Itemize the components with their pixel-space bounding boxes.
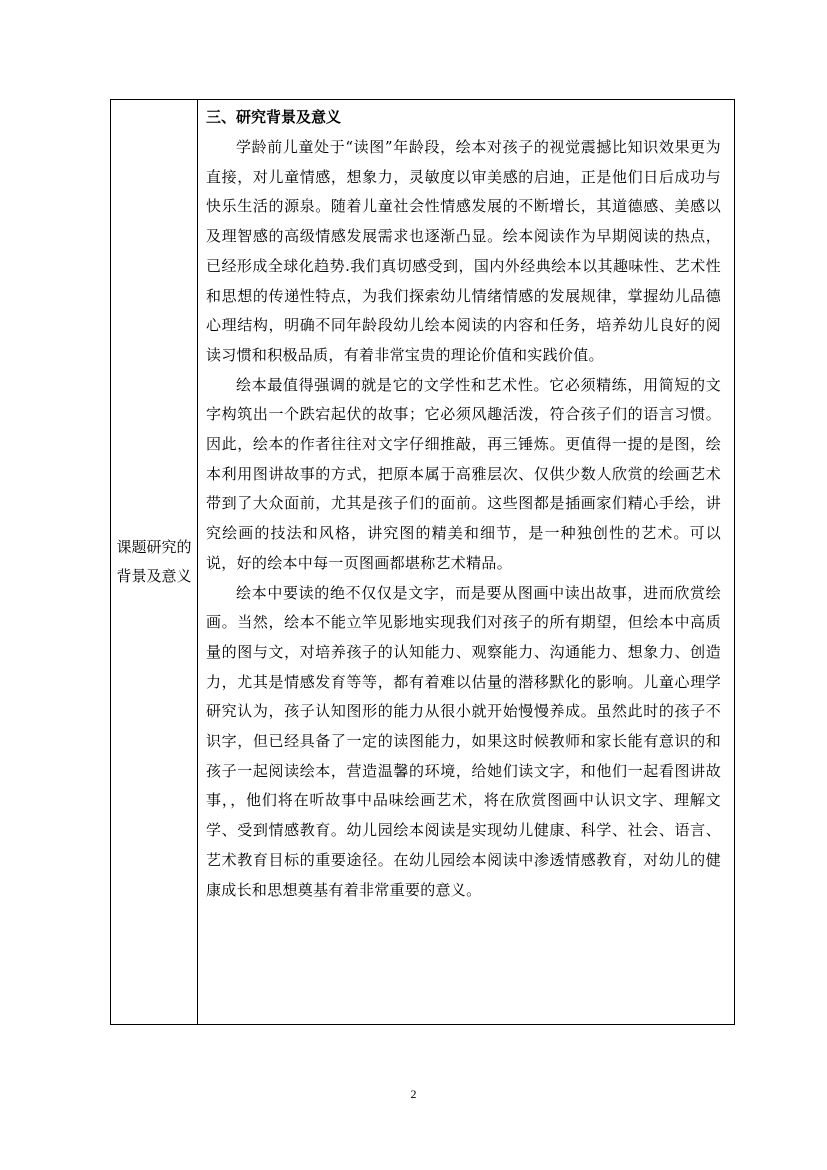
section-heading: 三、研究背景及意义 (206, 108, 342, 126)
page-number: 2 (410, 1087, 417, 1101)
row-label: 课题研究的背景及意义 (116, 538, 192, 585)
paragraph: 绘本最值得强调的就是它的文学性和艺术性。它必须精练，用简短的文字构筑出一个跌宕起伏的故事；它必须风趣活泼，符合孩子们的语言习惯。因此，绘本的作者往往对文字仔细推敲，再三锤炼。更值得一提的是图，绘本利用图讲故事的方式，把原本属于高雅层次、仅供少数人欣赏的绘画艺术带到了大众面前，尤其是孩子们的面前。这些图都是插画家们精心手绘，讲究绘画的技法和风格，讲究图的精美和细节，是一种独创性的艺术。可以说，好的绘本中每一页图画都堪称艺术精品。 (206, 375, 721, 572)
row-label-cell (111, 100, 198, 1024)
paragraph: 绘本中要读的绝不仅仅是文字，而是要从图画中读出故事，进而欣赏绘画。当然，绘本不能立竿见影地实现我们对孩子的所有期望，但绘本中高质量的图与文，对培养孩子的认知能力、观察能力、沟通能力、想象力、创造力，尤其是情感发育等等，都有着难以估量的潜移默化的影响。儿童心理学研究认为，孩子认知图形的能力从很小就开始慢慢养成。虽然此时的孩子不识字，但已经具备了一定的读图能力，如果这时候教师和家长能有意识的和孩子一起阅读绘本，营造温馨的环境，给她们读文字，和他们一起看图讲故事，，他们将在听故事中品味绘画艺术，将在欣赏图画中认识文字、理解文学、受到情感教育。幼儿园绘本阅读是实现幼儿健康、科学、社会、语言、艺术教育目标的重要途径。在幼儿园绘本阅读中渗透情感教育，对幼儿的健康成长和思想奠基有着非常重要的意义。 (206, 583, 721, 899)
paragraph: 学龄前儿童处于“读图”年龄段，绘本对孩子的视觉震撼比知识效果更为直接，对儿童情感，想象力，灵敏度以审美感的启迪，正是他们日后成功与快乐生活的源泉。随着儿童社会性情感发展的不断增长，其道德感、美感以及理智感的高级情感发展需求也逐渐凸显。绘本阅读作为早期阅读的热点，已经形成全球化趋势.我们真切感受到，国内外经典绘本以其趣味性、艺术性和思想的传递性特点，为我们探索幼儿情绪情感的发展规律，掌握幼儿品德心理结构，明确不同年龄段幼儿绘本阅读的内容和任务，培养幼儿良好的阅读习惯和积极品质，有着非常宝贵的理论价值和实践价值。 (206, 138, 721, 364)
content-table (110, 99, 735, 1025)
content-cell (198, 100, 734, 1024)
